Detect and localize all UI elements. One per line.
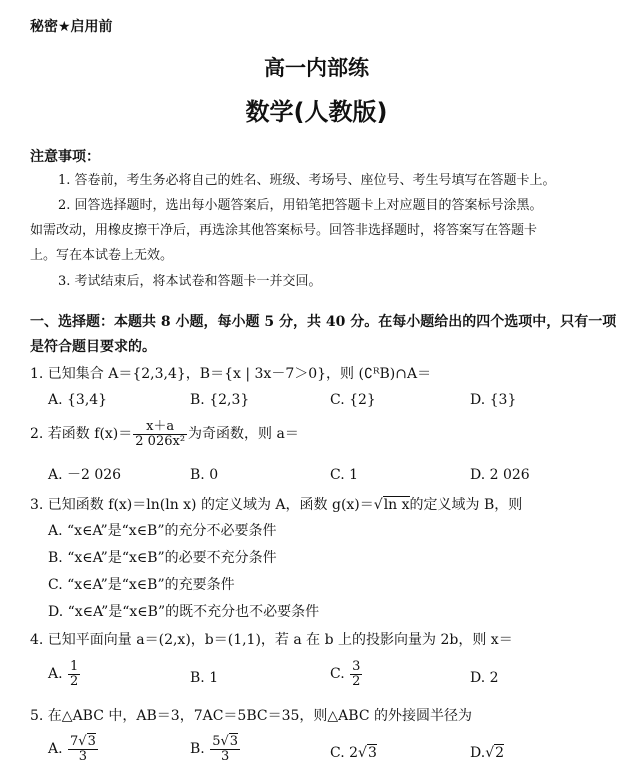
- question-4-option-b: B. 1: [190, 670, 219, 686]
- question-4-option-c-denominator: 2: [352, 673, 361, 689]
- question-5-option-d-label: D.: [470, 745, 486, 761]
- question-2-option-d: D. 2 026: [470, 467, 530, 483]
- question-3-option-b: B. “x∈A”是“x∈B”的必要不充分条件: [48, 550, 277, 566]
- exam-title: 高一内部练: [264, 56, 369, 80]
- question-5-option-a: [48, 735, 99, 763]
- question-2-option-b: B. 0: [190, 467, 219, 483]
- question-5-option-c-radical: 3: [367, 745, 377, 761]
- question-2-option-a: A. －2 026: [48, 467, 122, 483]
- question-5-option-b-denominator: 3: [220, 748, 230, 764]
- question-5-option-b-fraction: [210, 735, 240, 763]
- question-3-option-d: D. “x∈A”是“x∈B”的既不充分也不必要条件: [48, 604, 320, 620]
- question-4-option-c-label: C.: [330, 666, 345, 683]
- question-3-radical: ln x: [383, 497, 410, 513]
- question-5-option-c: C. 2√3: [330, 745, 377, 761]
- notice-item-1: 1. 答卷前，考生务必将自己的姓名、班级、考场号、座位号、考生号填写在答题卡上。: [58, 173, 556, 188]
- section-heading: 一、选择题：本题共 8 小题，每小题 5 分，共 40 分。在每小题给出的四个选项中，只有一项: [30, 314, 617, 330]
- question-1-option-a: A. {3,4}: [48, 392, 108, 408]
- question-5-option-a-numerator: 7√3: [70, 734, 96, 749]
- notice-item-2-end: 上。写在本试卷上无效。: [30, 248, 174, 263]
- question-1-stem: 1. 已知集合 A＝{2,3,4}，B＝{x | 3x－7＞0}，则 (∁ᴿB)∩A＝: [30, 366, 432, 382]
- question-1-option-d: D. {3}: [470, 392, 517, 408]
- question-2-fraction: [133, 420, 187, 448]
- question-5-option-a-radical: 3: [87, 734, 96, 749]
- confidentiality-label: 秘密★启用前: [30, 19, 113, 35]
- question-1-option-b: B. {2,3}: [190, 392, 250, 408]
- notice-item-3: 3. 考试结束后，将本试卷和答题卡一并交回。: [58, 274, 322, 289]
- question-3-prefix: 3. 已知函数 f(x)＝ln(ln x) 的定义域为 A，函数 g(x)＝: [30, 497, 374, 513]
- subject-title: 数学(人教版): [245, 98, 388, 126]
- question-4-stem: 4. 已知平面向量 a＝(2,x)，b＝(1,1)，若 a 在 b 上的投影向量为 2b，则 x＝: [30, 632, 513, 648]
- question-5-option-a-fraction: [68, 735, 98, 763]
- question-2-suffix: 为奇函数，则 a＝: [188, 426, 299, 443]
- question-5-option-d: D.√2: [470, 745, 505, 761]
- notice-item-2: 2. 回答选择题时，选出每小题答案后，用铅笔把答题卡上对应题目的答案标号涂黑。: [58, 198, 543, 213]
- question-5-stem: 5. 在△ABC 中，AB＝3，7AC＝5BC＝35，则△ABC 的外接圆半径为: [30, 708, 472, 724]
- question-5-option-b-label: B.: [190, 741, 205, 758]
- question-5-option-b-coef: 5: [212, 734, 221, 749]
- question-2-denominator: 2 026x²: [135, 433, 186, 449]
- question-4-option-a-numerator: 1: [70, 659, 79, 674]
- question-3-stem: 3. 已知函数 f(x)＝ln(ln x) 的定义域为 A，函数 g(x)＝√ln x的定义域为 B，则: [30, 497, 523, 513]
- section-heading-cont: 是符合题目要求的。: [30, 339, 156, 355]
- question-2-option-c: C. 1: [330, 467, 359, 483]
- notice-heading: 注意事项：: [30, 149, 100, 165]
- question-4-option-a-label: A.: [48, 666, 63, 683]
- question-4-option-c: [330, 660, 363, 688]
- question-5-option-c-label: C. 2: [330, 745, 359, 761]
- question-3-option-a: A. “x∈A”是“x∈B”的充分不必要条件: [48, 523, 277, 539]
- question-2-prefix: 2. 若函数 f(x)＝: [30, 426, 133, 443]
- question-3-suffix: 的定义域为 B，则: [409, 497, 523, 513]
- question-3-option-c: C. “x∈A”是“x∈B”的充要条件: [48, 577, 235, 593]
- question-5-option-d-radical: 2: [495, 745, 505, 761]
- question-5-option-a-denominator: 3: [78, 748, 88, 764]
- question-4-option-a-denominator: 2: [70, 673, 79, 689]
- question-5-option-b-radical: 3: [229, 734, 239, 749]
- question-5-option-a-coef: 7: [70, 734, 79, 749]
- question-1-option-c: C. {2}: [330, 392, 376, 408]
- question-5-option-b: [190, 735, 241, 763]
- question-4-option-c-numerator: 3: [352, 659, 361, 674]
- question-4-option-d: D. 2: [470, 670, 499, 686]
- question-5-option-b-numerator: 5√3: [212, 734, 239, 749]
- question-4-option-c-fraction: [350, 660, 362, 688]
- question-4-option-a-fraction: [68, 660, 80, 688]
- question-4-option-a: [48, 660, 81, 688]
- question-2-numerator: x＋a: [133, 420, 187, 435]
- question-5-option-a-label: A.: [48, 741, 63, 758]
- question-2-stem: [30, 420, 299, 448]
- notice-item-2-cont: 如需改动，用橡皮擦干净后，再选涂其他答案标号。回答非选择题时，将答案写在答题卡: [30, 223, 538, 238]
